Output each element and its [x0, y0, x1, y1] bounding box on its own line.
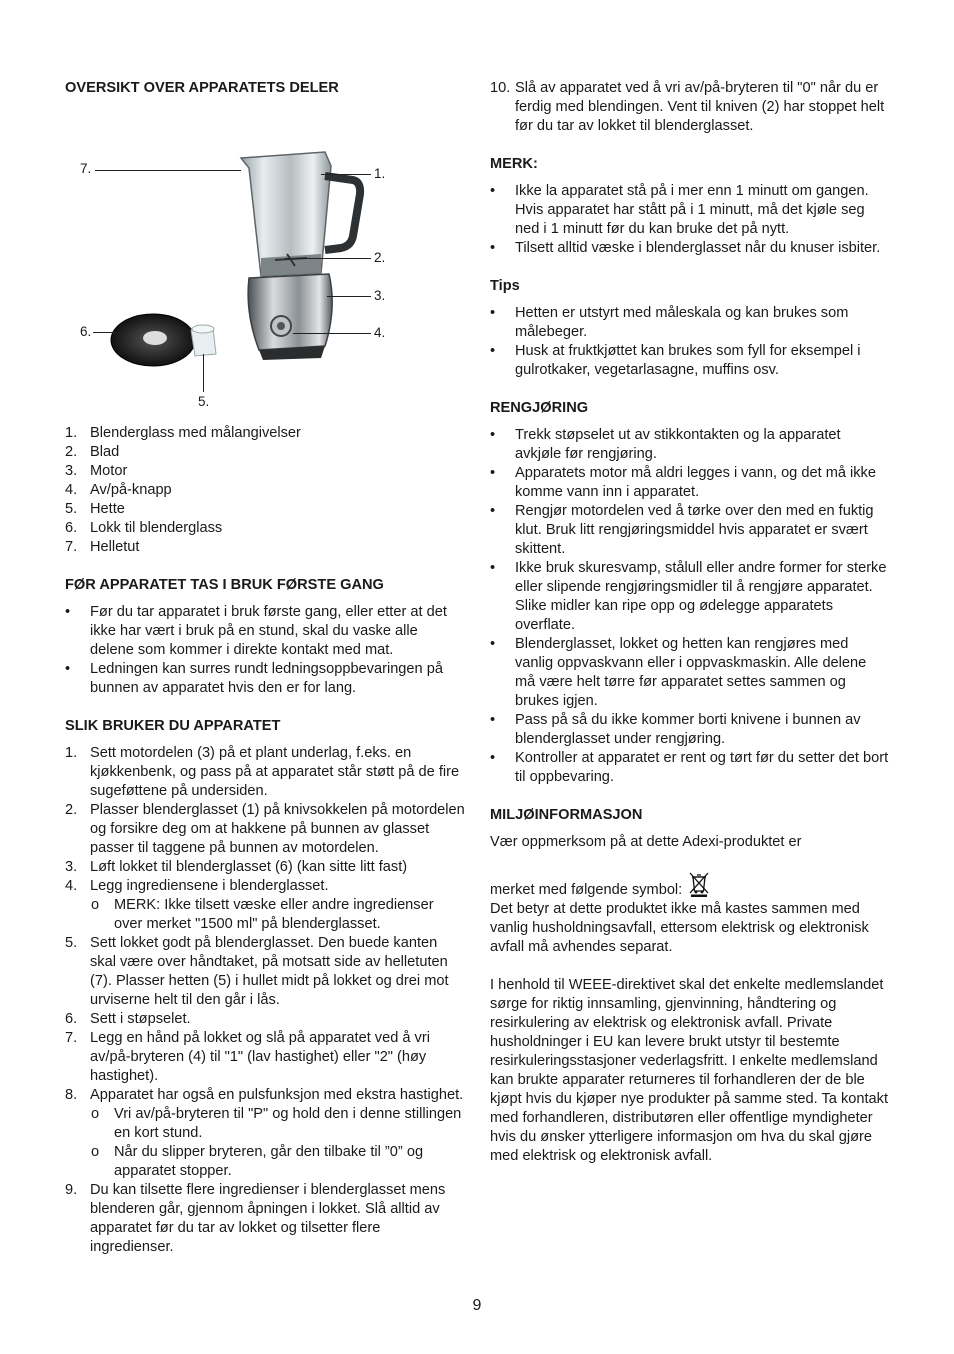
- callout-6: 6.: [80, 324, 92, 339]
- first-use-section: [65, 576, 465, 698]
- list-item: • Blenderglasset, lokket og hetten kan rengjøres med vanlig oppvaskvann eller i oppvaskmaskin. Alle delene må være helt tørre før apparatet settes sammen og brukes igjen.: [490, 635, 890, 711]
- overview-section: [65, 79, 465, 557]
- usage-section: [65, 717, 465, 1257]
- sub-item: o MERK: Ikke tilsett væske eller andre ingredienser over merket "1500 ml" på blenderglasset.: [90, 896, 465, 934]
- leader-5: [203, 354, 204, 392]
- first-use-heading: FØR APPARATET TAS I BRUK FØRSTE GANG: [65, 577, 384, 593]
- callout-3: 3.: [374, 288, 386, 303]
- list-item: • Ikke la apparatet stå på i mer enn 1 minutt om gangen. Hvis apparatet har stått på i 1 minutt, må det kjøle seg ned i 1 minutt før du kan bruke det på nytt.: [490, 182, 890, 239]
- list-item: 10. Slå av apparatet ved å vri av/på-bryteren til "0" når du er ferdig med blendingen. Vent til kniven (2) har stoppet helt før du tar av lokket til blenderglasset.: [490, 80, 885, 134]
- cleaning-section: [490, 399, 890, 787]
- list-item: 6. Sett i støpselet.: [65, 1011, 191, 1027]
- list-item: 1. Blenderglass med målangivelser: [65, 425, 301, 441]
- list-item: 2. Blad: [65, 444, 120, 460]
- list-item: 4. Legg ingrediensene i blenderglasset. o MERK: Ikke tilsett væske eller andre ingredienser over merket "1500 ml" på blenderglasset.: [65, 877, 465, 934]
- list-item: • Ledningen kan surres rundt ledningsoppbevaringen på bunnen av apparatet hvis den er for lang.: [65, 660, 465, 698]
- list-item: 5. Sett lokket godt på blenderglasset. Den buede kanten skal være over håndtaket, på motsatt side av helletuten (7). Plasser hetten (5) i hullet midt på lokket og drei mot urviserne helt til den går i lås.: [65, 935, 449, 1008]
- list-item: • Ikke bruk skuresvamp, stålull eller andre former for sterke eller slipende rengjøringsmidler til å rengjøre apparatet. Slike midler kan ripe opp og ødelegge apparatets overflate.: [490, 559, 890, 635]
- leader-1: [321, 174, 371, 175]
- list-item: 3. Løft lokket til blenderglasset (6) (kan sitte litt fast): [65, 859, 408, 875]
- environment-heading: MILJØINFORMASJON: [490, 807, 643, 823]
- overview-heading: OVERSIKT OVER APPARATETS DELER: [65, 80, 339, 96]
- list-item: • Rengjør motordelen ved å tørke over den med en fuktig klut. Bruk litt rengjøringsmiddel hvis apparatet er svært skittent.: [490, 502, 890, 559]
- list-item: • Hetten er utstyrt med måleskala og kan brukes som målebeger.: [490, 304, 890, 342]
- list-item: 4. Av/på-knapp: [65, 482, 172, 498]
- environment-text-1: Det betyr at dette produktet ikke må kastes sammen med vanlig husholdningsavfall, ettersom elektrisk og elektronisk avfall må avhendes separat.: [490, 901, 869, 955]
- list-item: • Kontroller at apparatet er rent og tørt før du setter det bort til oppbevaring.: [490, 749, 890, 787]
- callout-7: 7.: [80, 161, 92, 176]
- list-item: 9. Du kan tilsette flere ingredienser i blenderglasset mens blenderen går, gjennom åpningen i lokket. Slå alltid av apparatet før du tar av lokket og tilsetter flere ingredienser.: [65, 1182, 446, 1255]
- list-item: 3. Motor: [65, 463, 128, 479]
- list-item: • Trekk støpselet ut av stikkontakten og la apparatet avkjøle før rengjøring.: [490, 426, 890, 464]
- page-number: 9: [472, 1297, 482, 1314]
- weee-bin-icon: [688, 871, 710, 897]
- callout-5: 5.: [198, 394, 210, 409]
- tips-section: [490, 277, 890, 380]
- left-column: [65, 79, 465, 1257]
- list-item: • Tilsett alltid væske i blenderglasset når du knuser isbiter.: [490, 239, 890, 258]
- sub-item: o Når du slipper bryteren, går den tilbake til ”0” og apparatet stopper.: [90, 1143, 465, 1181]
- list-item: • Husk at fruktkjøttet kan brukes som fyll for eksempel i gulrotkaker, vegetarlasagne, muffins osv.: [490, 342, 890, 380]
- environment-text-2: I henhold til WEEE-direktivet skal det enkelte medlemslandet sørge for riktig innsamling, gjenvinning, håndtering og resirkulering av elektrisk og elektronisk avfall. Private husholdninger i EU kan levere brukt utstyr til bestemte resirkuleringsstasjoner vederlagsfritt. I enkelte medlemsland kan brukte apparater returneres til forhandleren der de ble kjøpt hvis du kjøper nye produkter på samme sted. Ta kontakt med forhandleren, distributøren eller offentlige myndigheter hvis du ønsker ytterligere informasjon om hva du skal gjøre med elektrisk og elektronisk avfall.: [490, 977, 888, 1164]
- leader-2: [285, 258, 371, 259]
- list-item: 5. Hette: [65, 501, 125, 517]
- environment-section: [490, 806, 890, 1166]
- parts-list: [65, 424, 465, 557]
- note-section: [490, 155, 890, 258]
- list-item: 8. Apparatet har også en pulsfunksjon med ekstra hastighet. o Vri av/på-bryteren til "P" og hold den i denne stillingen en kort stund. o Når du slipper bryteren, går den tilbake til ”0” og apparatet stopper.: [65, 1086, 465, 1181]
- list-item: 1. Sett motordelen (3) på et plant underlag, f.eks. en kjøkkenbenk, og pass på at apparatet står støtt på de fire sugeføttene på undersiden.: [65, 745, 460, 799]
- right-column: [490, 79, 890, 1166]
- usage-heading: SLIK BRUKER DU APPARATET: [65, 718, 281, 734]
- leader-6: [93, 332, 123, 333]
- list-item: • Pass på så du ikke kommer borti knivene i bunnen av blenderglasset under rengjøring.: [490, 711, 890, 749]
- cleaning-heading: RENGJØRING: [490, 400, 589, 416]
- tips-heading: Tips: [490, 278, 520, 294]
- callout-1: 1.: [374, 166, 386, 181]
- leader-7: [95, 170, 241, 171]
- list-item: 7. Helletut: [65, 539, 140, 555]
- callout-4: 4.: [374, 325, 386, 340]
- list-item: 6. Lokk til blenderglass: [65, 520, 223, 536]
- list-item: • Apparatets motor må aldri legges i vann, og det må ikke komme vann inn i apparatet.: [490, 464, 890, 502]
- blender-figure: [63, 108, 463, 409]
- callout-2: 2.: [374, 250, 386, 265]
- leader-4: [293, 333, 371, 334]
- list-item: 2. Plasser blenderglasset (1) på knivsokkelen på motordelen og forsikre deg om at hakkene på bunnen av glasset passer til taggene på bunnen av motordelen.: [65, 802, 465, 856]
- note-heading: MERK:: [490, 156, 538, 172]
- blender-illustration: [63, 108, 463, 398]
- list-item: • Før du tar apparatet i bruk første gang, eller etter at det ikke har vært i bruk på en stund, skal du vaske alle delene som kommer i direkte kontakt med mat.: [65, 603, 465, 660]
- sub-item: o Vri av/på-bryteren til "P" og hold den i denne stillingen en kort stund.: [90, 1105, 465, 1143]
- environment-symbol-line: merket med følgende symbol:: [490, 871, 890, 900]
- leader-3: [327, 296, 371, 297]
- step-10: [490, 79, 890, 136]
- environment-intro: Vær oppmerksom på at dette Adexi-produktet er: [490, 834, 802, 850]
- list-item: 7. Legg en hånd på lokket og slå på apparatet ved å vri av/på-bryteren (4) til "1" (lav hastighet) eller "2" (høy hastighet).: [65, 1030, 430, 1084]
